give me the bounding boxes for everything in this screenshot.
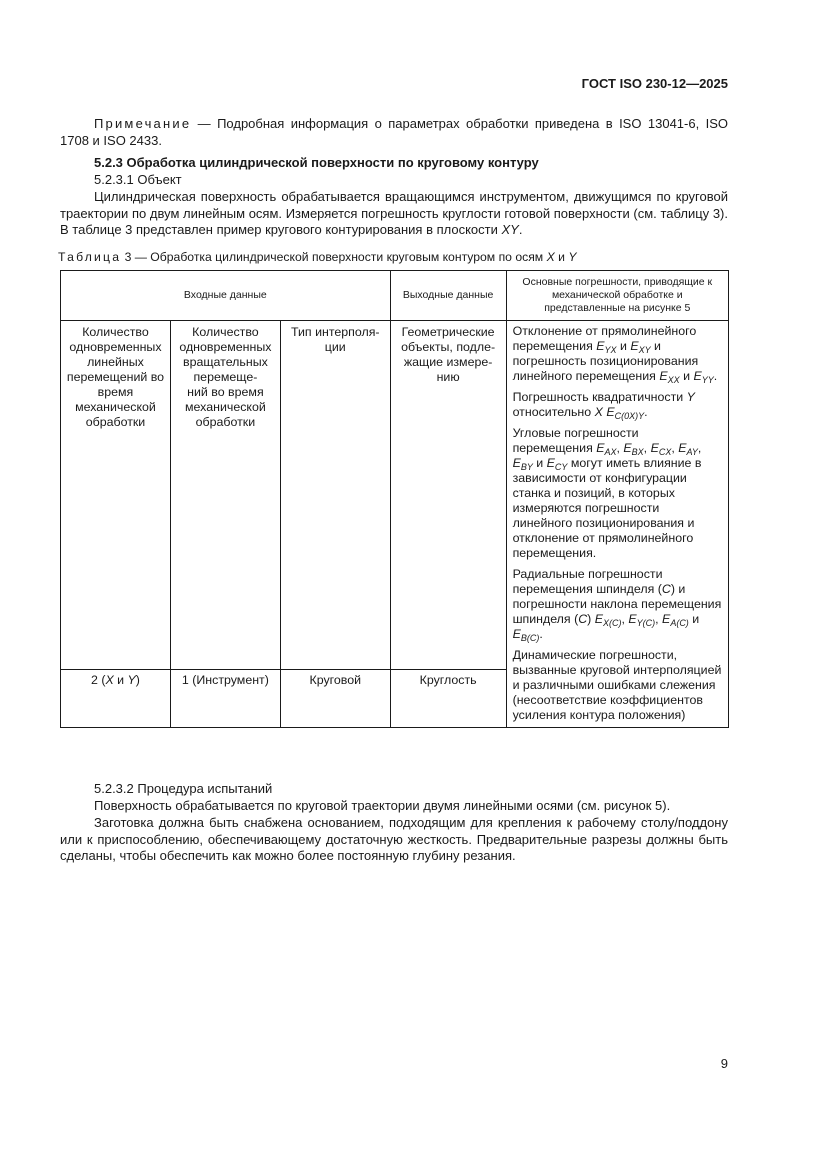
table-caption: Таблица 3 — Обработка цилиндрической поверхности круговым контуром по осям X и Y xyxy=(58,250,577,264)
procedure-paragraph-1: Поверхность обрабатывается по круговой траектории двумя линейными осями (см. рисунок 5). xyxy=(94,798,671,813)
table-subheader-row xyxy=(61,321,729,670)
value-rotary-moves: 1 (Инструмент) xyxy=(170,669,280,727)
error-item-spindle: Радиальные погрешности перемещения шпинделя (C) и погрешности наклона перемещения шпинделя (C) $E_{X(C)}$, $E_{Y(C)}$, $E_{A(C)}$ и $E_{B(C)}$. xyxy=(512,567,722,643)
value-geometry: Круглость xyxy=(390,669,506,727)
table-header-row xyxy=(61,271,729,321)
value-interpolation: Круговой xyxy=(280,669,390,727)
col-interpolation: Тип интерполя-ции xyxy=(280,321,390,670)
subsection-paragraph: Цилиндрическая поверхность обрабатывается вращающимся инструментом, движущимся по круговой траектории по двум линейным осям. Измеряется погрешность круглости готовой поверхности (см. таблицу 3). В таблице 3 представлен пример кругового контурирования в плоскости XY. xyxy=(60,189,728,237)
subsection-title: 5.2.3.1 Объект xyxy=(94,172,182,187)
error-item-straightness: Отклонение от прямолинейного перемещения $E_{YX}$ и $E_{XY}$ и погрешность позиционирования линейного перемещения $E_{XX}$ и $E_{YY}$. xyxy=(512,324,718,385)
procedure-paragraph-2: Заготовка должна быть снабжена основанием, подходящим для крепления к рабочему столу/поддону или к приспособлению, обеспечивающему достаточную жесткость. Предварительные разрезы должны быть сделаны, чтобы обеспечить как можно более постоянную глубину резания. xyxy=(60,815,728,863)
document-id: ГОСТ ISO 230-12—2025 xyxy=(581,76,728,91)
errors-list xyxy=(506,321,728,728)
note-paragraph xyxy=(60,116,728,149)
procedure-title: 5.2.3.2 Процедура испытаний xyxy=(94,781,273,796)
error-item-angular: Угловые погрешности перемещения $E_{AX}$, $E_{BX}$, $E_{CX}$, $E_{AY}$, $E_{BY}$ и $E_{CY}$ могут иметь влияние в зависимости от конфигурации станка и позиций, в которых измеряются погрешности линейного позиционирования и отклонение от прямолинейного перемещения. xyxy=(512,426,702,560)
table-3 xyxy=(60,270,729,728)
head-errors: Основные погрешности, приводящие к механической обработке и представленные на рисунке 5 xyxy=(506,271,728,321)
head-outputs: Выходные данные xyxy=(390,271,506,321)
error-item-dynamic: Динамические погрешности, вызванные круговой интерполяцией и различными ошибками слежения (несоответствие коэффициентов усиления контура положения) xyxy=(512,648,722,722)
value-linear-moves: 2 (X и Y) xyxy=(61,669,171,727)
head-inputs: Входные данные xyxy=(61,271,391,321)
page-number: 9 xyxy=(720,1056,728,1071)
note-text: — Подробная информация о параметрах обработки приведена в ISO 13041-6, ISO 1708 и ISO 2433. xyxy=(60,116,728,148)
section-title: 5.2.3 Обработка цилиндрической поверхности по круговому контуру xyxy=(94,155,539,170)
col-geometry: Геометрические объекты, подле-жащие измере-нию xyxy=(390,321,506,670)
col-rotary-moves: Количество одновременных вращательных перемеще- ний во время механической обработки xyxy=(170,321,280,670)
plane-xy: XY xyxy=(501,222,519,237)
note-label: Примечание xyxy=(94,116,192,131)
error-item-squareness: Погрешность квадратичности Y относительно X $E_{C(0X)Y}$. xyxy=(512,390,695,421)
col-linear-moves: Количество одновременных линейных перемещений во время механической обработки xyxy=(61,321,171,670)
